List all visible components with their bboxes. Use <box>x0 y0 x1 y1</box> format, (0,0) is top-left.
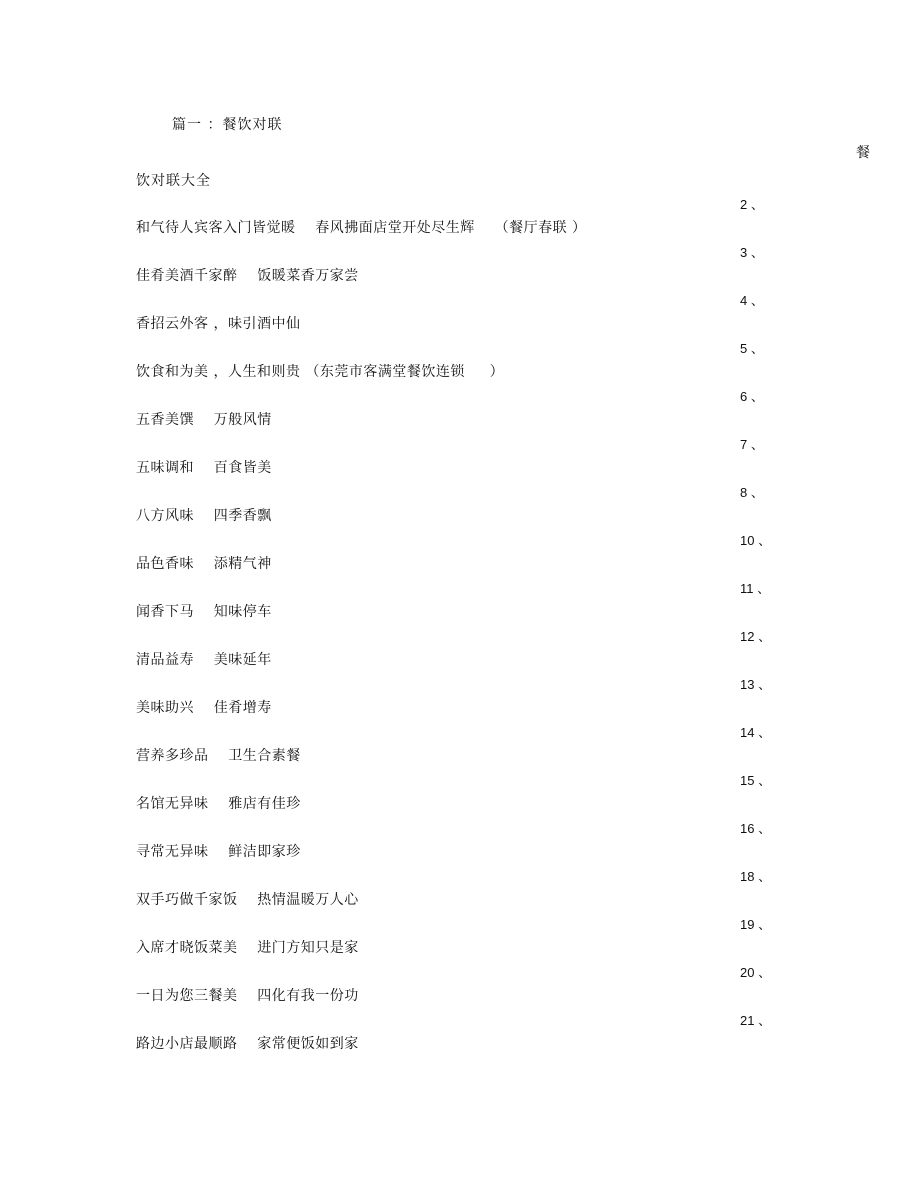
entry-text: 品色香味 添精气神 <box>136 556 272 572</box>
entry-number: 21 、 <box>740 1013 772 1028</box>
entry-text: 一日为您三餐美 四化有我一份功 <box>136 988 359 1004</box>
entry-text: 清品益寿 美味延年 <box>136 652 272 668</box>
entry-number: 19 、 <box>740 917 772 932</box>
entry-text: 五香美馔 万般风情 <box>136 412 272 428</box>
entry-text: 名馆无异味 雅店有佳珍 <box>136 796 301 812</box>
entry-number: 4 、 <box>740 293 764 308</box>
entry-number: 7 、 <box>740 437 764 452</box>
entry-number: 6 、 <box>740 389 764 404</box>
document-subtitle: 饮对联大全 <box>136 173 211 189</box>
entry-number: 15 、 <box>740 773 772 788</box>
entry-text: 美味助兴 佳肴增寿 <box>136 700 272 716</box>
document-heading: 篇一 ：餐饮对联 <box>172 117 283 133</box>
entry-text: 和气待人宾客入门皆觉暖 春风拂面店堂开处尽生辉 （餐厅春联 ） <box>136 220 587 236</box>
entry-number: 2 、 <box>740 197 764 212</box>
entry-text: 寻常无异味 鲜洁即家珍 <box>136 844 301 860</box>
entry-number: 5 、 <box>740 341 764 356</box>
entry-number: 16 、 <box>740 821 772 836</box>
entry-text: 路边小店最顺路 家常便饭如到家 <box>136 1036 359 1052</box>
entry-number: 3 、 <box>740 245 764 260</box>
entry-number: 13 、 <box>740 677 772 692</box>
entry-text: 八方风味 四季香飘 <box>136 508 272 524</box>
entry-text: 饮食和为美 ，人生和则贵 （东莞市客满堂餐饮连锁 ） <box>136 364 505 380</box>
entry-text: 双手巧做千家饭 热情温暖万人心 <box>136 892 359 908</box>
entry-text: 佳肴美酒千家醉 饭暖菜香万家尝 <box>136 268 359 284</box>
entry-number: 10 、 <box>740 533 772 548</box>
entry-text: 营养多珍品 卫生合素餐 <box>136 748 301 764</box>
entry-text: 香招云外客 ，味引酒中仙 <box>136 316 301 332</box>
heading-wrap-char: 餐 <box>856 145 870 161</box>
entry-text: 五味调和 百食皆美 <box>136 460 272 476</box>
entry-number: 14 、 <box>740 725 772 740</box>
entry-number: 8 、 <box>740 485 764 500</box>
entry-number: 11 、 <box>740 581 771 596</box>
entry-number: 12 、 <box>740 629 772 644</box>
entry-number: 18 、 <box>740 869 772 884</box>
entry-number: 20 、 <box>740 965 772 980</box>
entry-text: 入席才晓饭菜美 进门方知只是家 <box>136 940 359 956</box>
entry-text: 闻香下马 知味停车 <box>136 604 272 620</box>
